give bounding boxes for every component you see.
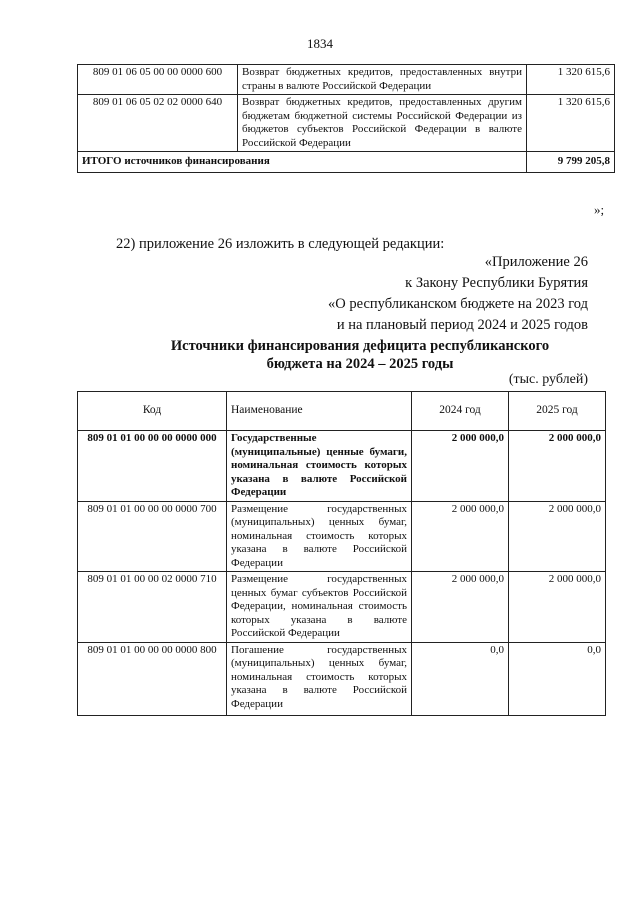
table-row [78,572,606,643]
value-2025-cell: 0,0 [509,642,606,715]
name-cell: Возврат бюджетных кредитов, предоставленных внутри страны в валюте Российской Федерации [238,65,527,95]
appendix-header [188,252,588,336]
value-2025-cell: 2 000 000,0 [509,572,606,643]
table-row [78,95,615,152]
value-2024-cell: 0,0 [412,642,509,715]
code-cell: 809 01 01 00 00 02 0000 710 [78,572,227,643]
header-2024: 2024 год [412,392,509,431]
appendix-line: и на плановый период 2024 и 2025 годов [336,317,588,333]
code-cell: 809 01 06 05 02 02 0000 640 [78,95,238,152]
sources-table-continuation [77,64,615,173]
closing-quote-mark: »; [594,202,605,217]
amount-cell: 1 320 615,6 [527,65,615,95]
appendix-line: «О республиканском бюджете на 2023 год [328,296,588,312]
value-2024-cell: 2 000 000,0 [412,501,509,572]
total-row [78,152,615,173]
code-cell: 809 01 01 00 00 00 0000 700 [78,501,227,572]
name-cell: Размещение государственных (муниципальных) ценных бумаг, номинальная стоимость которых указана в валюте Российской Федерации [227,501,412,572]
table-header-row [78,392,606,431]
value-2025-cell: 2 000 000,0 [509,431,606,502]
name-cell: Погашение государственных (муниципальных) ценных бумаг, номинальная стоимость которых указана в валюте Российской Федерации [227,642,412,715]
appendix-line: «Приложение 26 [484,254,588,270]
value-2025-cell: 2 000 000,0 [509,501,606,572]
name-cell: Государственные (муниципальные) ценные бумаги, номинальная стоимость которых указана в валюте Российской Федерации [227,431,412,502]
total-label: ИТОГО источников финансирования [78,152,527,173]
page-number: 1834 [307,36,333,51]
header-code: Код [78,392,227,431]
document-title [120,337,600,373]
table-row [78,501,606,572]
units-label: (тыс. рублей) [508,372,588,387]
header-name: Наименование [227,392,412,431]
appendix-line: к Закону Республики Бурятия [405,275,588,291]
title-line: бюджета на 2024 – 2025 годы [266,356,454,372]
table-row [78,642,606,715]
value-2024-cell: 2 000 000,0 [412,431,509,502]
name-cell: Возврат бюджетных кредитов, предоставленных другим бюджетам бюджетной системы Российской Федерации из бюджетов субъектов Российской Федерации в валюте Российской Федерации [238,95,527,152]
amount-cell: 1 320 615,6 [527,95,615,152]
title-line: Источники финансирования дефицита республиканского [170,338,550,354]
code-cell: 809 01 01 00 00 00 0000 000 [78,431,227,502]
table-row [78,431,606,502]
amendment-paragraph: 22) приложение 26 изложить в следующей редакции: [116,236,445,252]
total-amount: 9 799 205,8 [527,152,615,173]
financing-sources-table [77,391,606,716]
code-cell: 809 01 06 05 00 00 0000 600 [78,65,238,95]
name-cell: Размещение государственных ценных бумаг субъектов Российской Федерации, номинальная стоимость которых указана в валюте Российской Федерации [227,572,412,643]
code-cell: 809 01 01 00 00 00 0000 800 [78,642,227,715]
value-2024-cell: 2 000 000,0 [412,572,509,643]
header-2025: 2025 год [509,392,606,431]
table-row [78,65,615,95]
